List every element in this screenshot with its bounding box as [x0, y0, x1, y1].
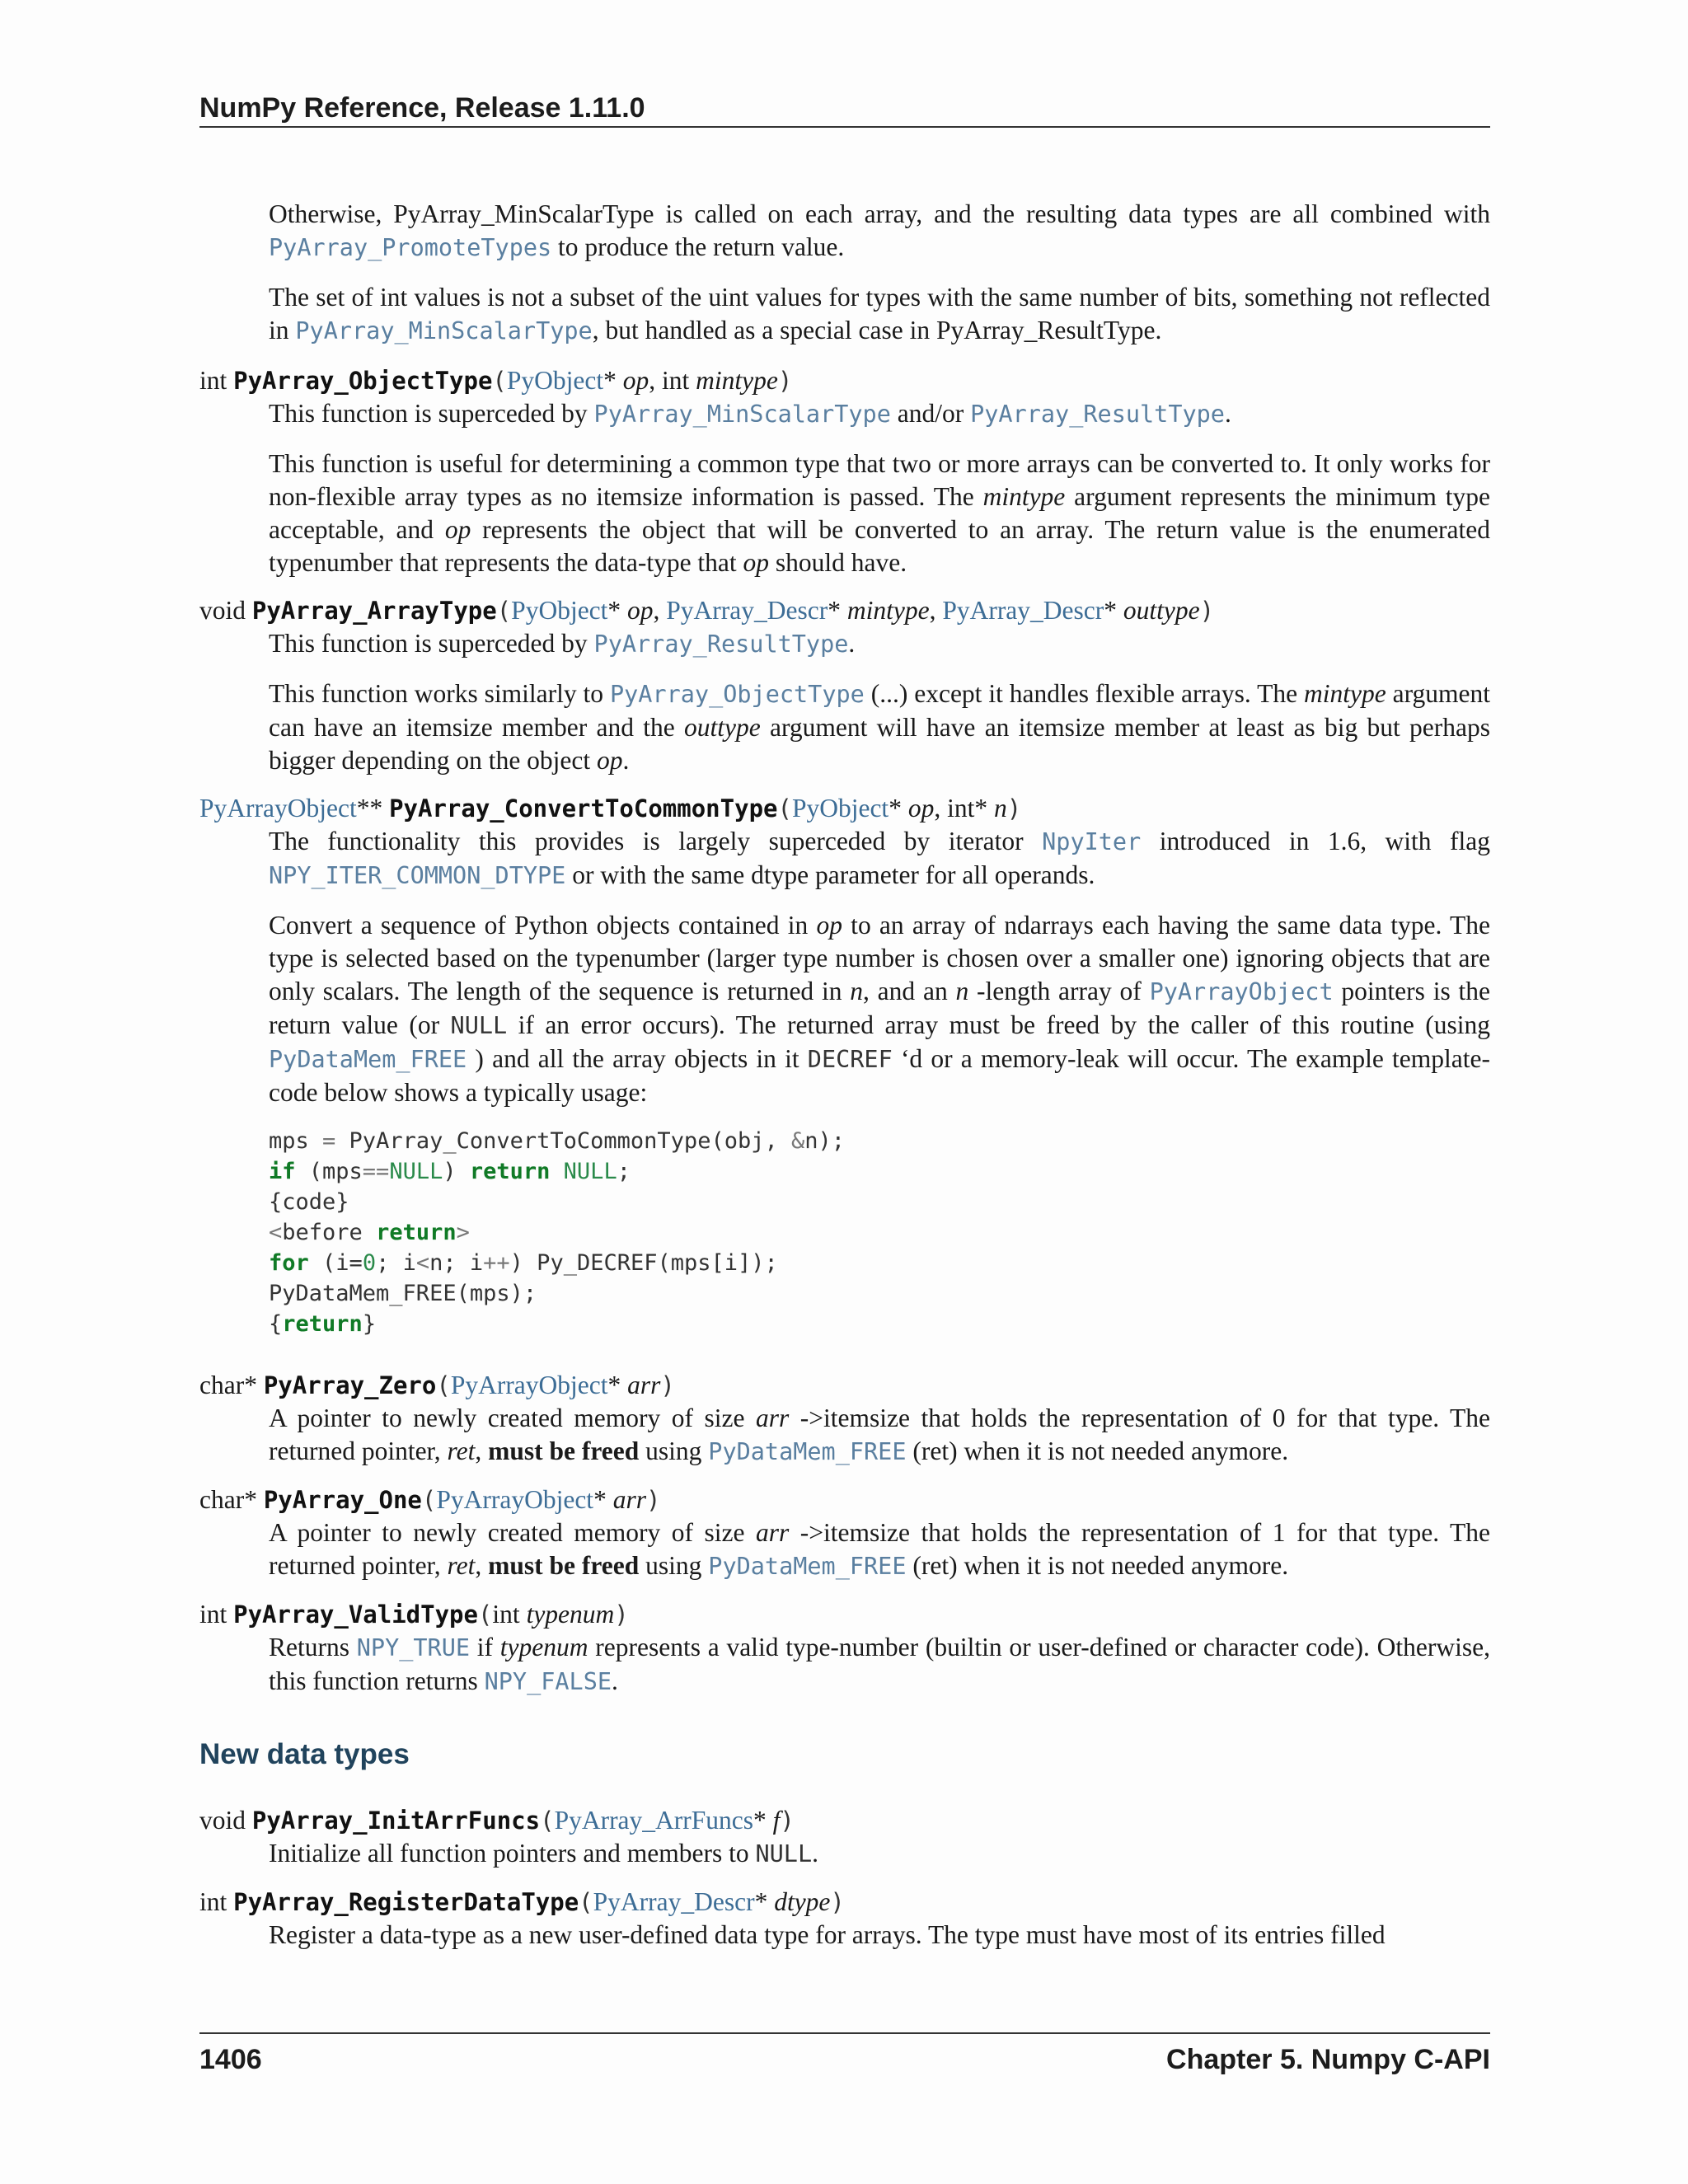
function-signature: char* PyArray_One(PyArrayObject* arr) [199, 1485, 661, 1514]
objecttype-link[interactable]: PyArray_ObjectType [609, 681, 865, 708]
function-registerdatatype [199, 1886, 1490, 1952]
page-header [199, 92, 1490, 128]
code-line: <before return> [269, 1220, 470, 1245]
resulttype-link[interactable]: PyArray_ResultType [970, 401, 1225, 428]
minscalartype-link[interactable]: PyArray_MinScalarType [593, 401, 891, 428]
function-signature: void PyArray_ArrayType(PyObject* op, PyArray_Descr* mintype, PyArray_Descr* outtype) [199, 596, 1215, 625]
function-description: This function is superceded by PyArray_MinScalarType and/or PyArray_ResultType. [269, 399, 1231, 428]
pyarrayobject-link[interactable]: PyArrayObject [1149, 978, 1334, 1005]
function-description: This function works similarly to PyArray_ObjectType (...) except it handles flexible arrays. The mintype argument can have an itemsize member and the outtype argument will have an itemsize member at least as big but perhaps bigger depending on the object op. [269, 679, 1491, 775]
function-signature: char* PyArray_Zero(PyArrayObject* arr) [199, 1371, 675, 1399]
page-number: 1406 [199, 2044, 262, 2075]
function-description: A pointer to newly created memory of size arr ->itemsize that holds the representation of 1 for that type. The returned pointer, ret, must be freed using PyDataMem_FREE (ret) when it is not needed anymore. [269, 1518, 1490, 1580]
function-initarrfuncs [199, 1804, 1490, 1871]
pyarray-descr-link[interactable]: PyArray_Descr [593, 1887, 755, 1916]
npyiter-link[interactable]: NpyIter [1042, 828, 1142, 855]
npy-true-link[interactable]: NPY_TRUE [356, 1634, 471, 1661]
function-description: Initialize all function pointers and members to NULL. [269, 1839, 818, 1868]
section-title: New data types [199, 1738, 410, 1770]
pyobject-link[interactable]: PyObject [511, 596, 608, 625]
function-description: The functionality this provides is largely superceded by iterator NpyIter introduced in 1.6, with flag NPY_ITER_COMMON_DTYPE or with the same dtype parameter for all operands. [269, 827, 1490, 889]
minscalartype-link[interactable]: PyArray_MinScalarType [295, 317, 593, 344]
function-signature: int PyArray_ValidType(int typenum) [199, 1600, 629, 1629]
function-name: PyArray_ArrayType [251, 597, 497, 625]
pyobject-link[interactable]: PyObject [506, 366, 604, 395]
pyarrayobject-link[interactable]: PyArrayObject [199, 794, 357, 823]
function-description: A pointer to newly created memory of size arr ->itemsize that holds the representation of 0 for that type. The returned pointer, ret, must be freed using PyDataMem_FREE (ret) when it is not needed anymore. [269, 1404, 1490, 1465]
function-signature: int PyArray_ObjectType(PyObject* op, int mintype) [199, 366, 793, 395]
intro-paragraph-1: Otherwise, PyArray_MinScalarType is called on each array, and the resulting data types are all combined with PyArray_PromoteTypes to produce the return value. [269, 199, 1490, 261]
page-footer [199, 2032, 1490, 2076]
code-line: PyDataMem_FREE(mps); [269, 1281, 537, 1306]
function-objecttype [199, 364, 1490, 579]
intro-paragraph-2: The set of int values is not a subset of the uint values for types with the same number of bits, something not reflected in PyArray_MinScalarType, but handled as a special case in PyArray_ResultType. [269, 283, 1490, 344]
function-signature: PyArrayObject** PyArray_ConvertToCommonType(PyObject* op, int* n) [199, 794, 1022, 823]
code-line: {return} [269, 1311, 377, 1337]
function-name: PyArray_RegisterDataType [233, 1888, 579, 1916]
function-name: PyArray_ConvertToCommonType [389, 794, 778, 823]
function-name: PyArray_InitArrFuncs [251, 1807, 541, 1835]
pyarray-arrfuncs-link[interactable]: PyArray_ArrFuncs [554, 1806, 754, 1835]
pyarrayobject-link[interactable]: PyArrayObject [450, 1371, 608, 1399]
function-arraytype [199, 594, 1490, 777]
resulttype-link[interactable]: PyArray_ResultType [593, 630, 849, 658]
function-name: PyArray_ObjectType [233, 367, 493, 395]
pyarrayobject-link[interactable]: PyArrayObject [436, 1485, 594, 1514]
npy-false-link[interactable]: NPY_FALSE [484, 1668, 612, 1695]
pydatamem-free-link[interactable]: PyDataMem_FREE [269, 1046, 467, 1073]
code-example [269, 1126, 1490, 1339]
code-line: mps = PyArray_ConvertToCommonType(obj, &n); [269, 1128, 846, 1154]
code-line: {code} [269, 1189, 349, 1215]
npy-iter-common-dtype-link[interactable]: NPY_ITER_COMMON_DTYPE [269, 862, 566, 889]
pydatamem-free-link[interactable]: PyDataMem_FREE [708, 1438, 907, 1465]
function-one [199, 1483, 1490, 1583]
code-line: if (mps==NULL) return NULL; [269, 1159, 631, 1184]
function-signature: void PyArray_InitArrFuncs(PyArray_ArrFuncs* f) [199, 1806, 795, 1835]
pydatamem-free-link[interactable]: PyDataMem_FREE [708, 1553, 907, 1580]
function-description: Register a data-type as a new user-defined data type for arrays. The type must have most of its entries filled [269, 1920, 1386, 1949]
function-name: PyArray_One [263, 1486, 422, 1514]
function-name: PyArray_ValidType [233, 1601, 478, 1629]
function-description: Returns NPY_TRUE if typenum represents a valid type-number (builtin or user-defined or character code). Otherwise, this function returns NPY_FALSE. [269, 1633, 1490, 1695]
function-description: Convert a sequence of Python objects contained in op to an array of ndarrays each having the same data type. The type is selected based on the typenumber (larger type number is chosen over a smaller one) ignoring objects that are only scalars. The length of the sequence is returned in n, and an n -length array of PyArrayObject pointers is the return value (or NULL if an error occurs). The returned array must be freed by the caller of this routine (using PyDataMem_FREE ) and all the array objects in it DECREF ‘d or a memory-leak will occur. The example template-code below shows a typically usage: [269, 911, 1491, 1107]
function-converttocommontype [199, 792, 1490, 1339]
promotetypes-link[interactable]: PyArray_PromoteTypes [269, 234, 552, 261]
page-content [199, 198, 1490, 1966]
pyobject-link[interactable]: PyObject [791, 794, 889, 823]
code-line: for (i=0; i<n; i++) Py_DECREF(mps[i]); [269, 1250, 778, 1276]
function-validtype [199, 1598, 1490, 1699]
pyarray-descr-link[interactable]: PyArray_Descr [942, 596, 1104, 625]
header-title: NumPy Reference, Release 1.11.0 [199, 92, 645, 124]
pyarray-descr-link[interactable]: PyArray_Descr [666, 596, 828, 625]
function-description: This function is superceded by PyArray_ResultType. [269, 629, 856, 658]
function-description: This function is useful for determining a common type that two or more arrays can be converted to. It only works for non-flexible array types as no itemsize information is passed. The mintype argument represents the minimum type acceptable, and op represents the object that will be converted to an array. The return value is the enumerated typenumber that represents the data-type that op should have. [269, 449, 1491, 577]
chapter-title: Chapter 5. Numpy C-API [1166, 2044, 1490, 2075]
function-zero [199, 1369, 1490, 1469]
function-name: PyArray_Zero [263, 1371, 437, 1399]
function-signature: int PyArray_RegisterDataType(PyArray_Descr* dtype) [199, 1887, 845, 1916]
